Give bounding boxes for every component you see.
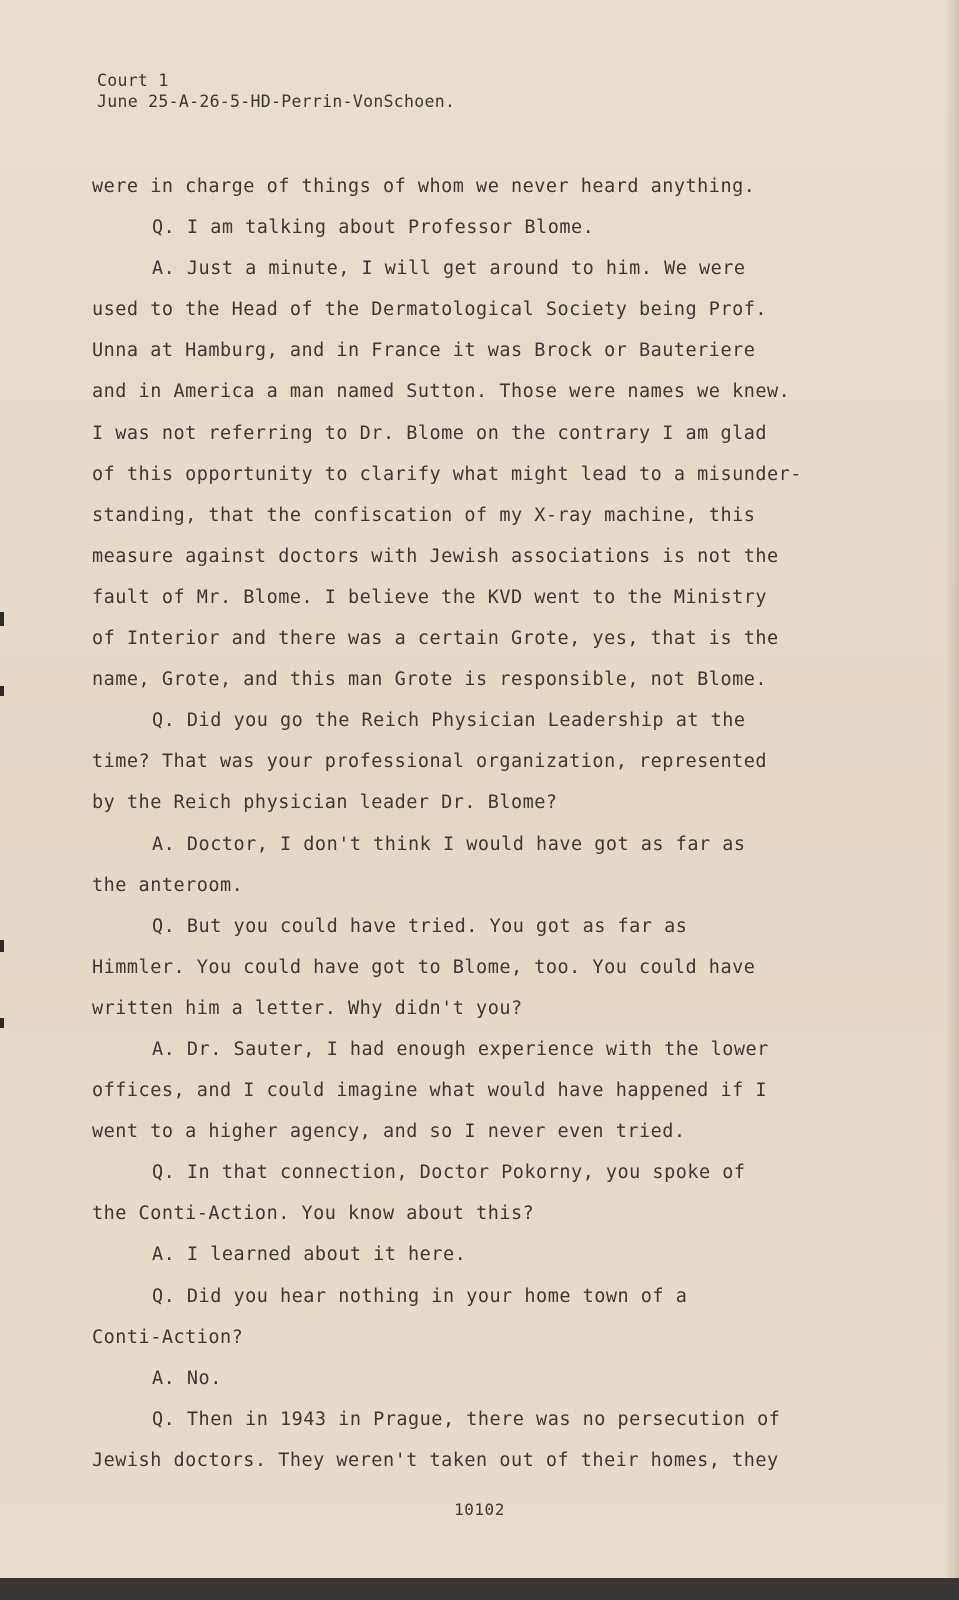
transcript-line: measure against doctors with Jewish associations is not the [92,545,779,567]
transcript-line: A. I learned about it here. [152,1244,467,1266]
transcript-line: A. No. [152,1367,222,1389]
transcript-line: Himmler. You could have got to Blome, too. You could have [92,956,756,978]
transcript-line: fault of Mr. Blome. I believe the KVD went to the Ministry [92,586,768,608]
transcript-line: Q. In that connection, Doctor Pokorny, you spoke of [152,1162,746,1184]
transcript-line: Conti-Action? [92,1326,244,1348]
transcript-line: A. Just a minute, I will get around to him. We were [152,258,746,280]
transcript-line: time? That was your professional organization, represented [92,751,768,773]
transcript-line: Q. But you could have tried. You got as far as [152,915,688,937]
transcript-line: written him a letter. Why didn't you? [92,997,523,1019]
transcript-line: and in America a man named Sutton. Those were names we knew. [92,381,791,403]
transcript-body [92,166,852,1481]
transcript-line: by the Reich physician leader Dr. Blome? [92,792,558,814]
scan-bottom-band [0,1578,959,1600]
page-number: 10102 [454,1500,505,1519]
margin-mark [0,940,4,952]
margin-mark [0,1018,4,1028]
transcript-line: Q. Then in 1943 in Prague, there was no persecution of [152,1408,781,1430]
court-label: Court 1 [97,71,169,90]
transcript-line: the anteroom. [92,874,244,896]
margin-mark [0,686,4,696]
session-reference: June 25-A-26-5-HD-Perrin-VonSchoen. [97,92,456,111]
page-edge-shadow [945,0,959,1600]
transcript-line: offices, and I could imagine what would have happened if I [92,1080,768,1102]
transcript-line: used to the Head of the Dermatological Society being Prof. [92,299,768,321]
transcript-line: A. Doctor, I don't think I would have got as far as [152,833,746,855]
transcript-line: Q. I am talking about Professor Blome. [152,217,595,239]
document-header [97,70,455,112]
transcript-line: Jewish doctors. They weren't taken out of their homes, they [92,1449,779,1471]
margin-mark [0,612,4,626]
transcript-line: Q. Did you go the Reich Physician Leadership at the [152,710,746,732]
transcript-line: standing, that the confiscation of my X-ray machine, this [92,504,756,526]
transcript-line: Q. Did you hear nothing in your home town of a [152,1285,688,1307]
transcript-line: of Interior and there was a certain Grote, yes, that is the [92,628,779,650]
transcript-line: went to a higher agency, and so I never even tried. [92,1121,686,1143]
transcript-line: the Conti-Action. You know about this? [92,1203,535,1225]
transcript-line: of this opportunity to clarify what might lead to a misunder- [92,463,802,485]
transcript-line: I was not referring to Dr. Blome on the contrary I am glad [92,422,768,444]
transcript-line: name, Grote, and this man Grote is responsible, not Blome. [92,669,768,691]
transcript-line: were in charge of things of whom we never heard anything. [92,176,756,197]
transcript-line: A. Dr. Sauter, I had enough experience with the lower [152,1038,769,1060]
transcript-line: Unna at Hamburg, and in France it was Brock or Bauteriere [92,340,756,362]
